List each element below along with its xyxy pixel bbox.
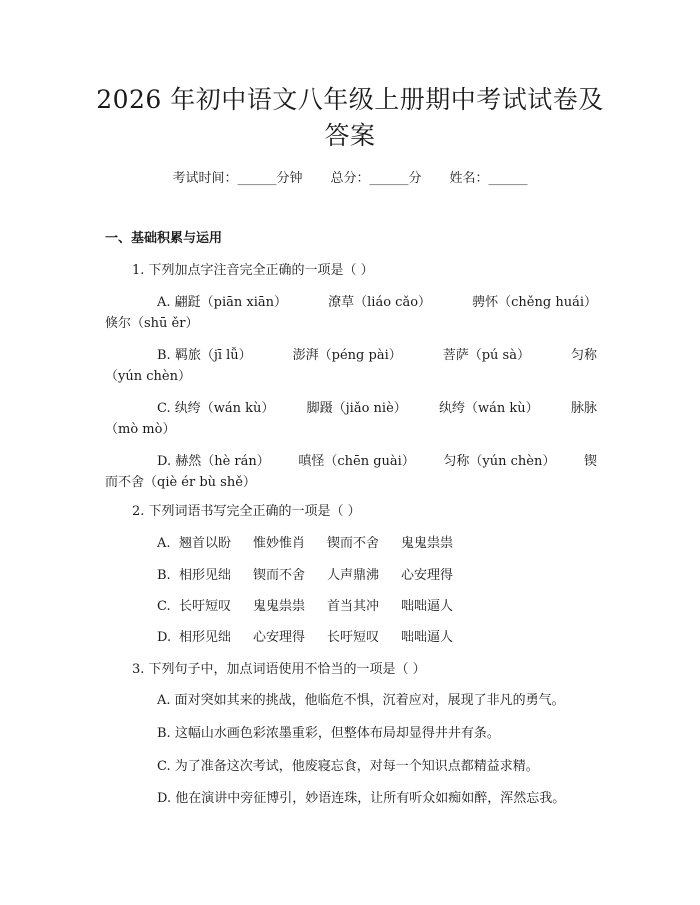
option-label: C. [157, 599, 171, 614]
page-title [70, 82, 630, 154]
option-word: 鬼鬼祟祟 [253, 599, 306, 614]
option-item: 匀称（yún chèn） [443, 454, 556, 469]
option-word: 咄咄逼人 [401, 599, 454, 614]
option-word: 长吁短叹 [327, 630, 380, 645]
option-item: B. 羁旅（jī lǚ） [157, 348, 252, 363]
option-item: C. 纨绔（wán kù） [157, 401, 275, 416]
option-word: 鬼鬼祟祟 [401, 536, 454, 551]
question-3-option-b: B. 这幅山水画色彩浓墨重彩，但整体布局却显得井井有条。 [157, 726, 500, 741]
question-2-option-b [157, 567, 453, 585]
question-3-option-d: D. 他在演讲中旁征博引，妙语连珠，让所有听众如痴如醉，浑然忘我。 [157, 791, 566, 806]
option-word: 相形见绌 [179, 630, 232, 645]
option-item: 脚蹑（jiǎo niè） [306, 401, 407, 416]
option-word: 相形见绌 [179, 568, 232, 583]
option-item: 澎湃（péng pài） [292, 348, 402, 363]
option-word: 惟妙惟肖 [253, 536, 306, 551]
question-3-stem: 3. 下列句子中，加点词语使用不恰当的一项是（ ） [132, 662, 426, 677]
option-word: 人声鼎沸 [327, 568, 380, 583]
question-1-option-b [105, 345, 597, 387]
option-item: （yún chèn） [105, 369, 191, 384]
title-line-2: 答案 [324, 121, 376, 150]
total-score-field: 总分：______分 [330, 171, 422, 186]
section-heading-basics: 一、基础积累与运用 [105, 231, 223, 246]
option-item: 菩萨（pú sà） [442, 348, 530, 363]
option-word: 锲而不舍 [253, 568, 306, 583]
question-2-option-d [157, 629, 453, 647]
question-3-option-c: C. 为了准备这次考试，他废寝忘食，对每一个知识点都精益求精。 [157, 759, 539, 774]
student-name-field: 姓名：______ [449, 171, 528, 186]
question-1-option-d [105, 451, 597, 493]
option-label: B. [157, 568, 171, 583]
option-item: 倏尔（shū ěr） [105, 316, 199, 331]
option-label: A. [157, 536, 171, 551]
option-word: 翘首以盼 [179, 536, 232, 551]
exam-time-field: 考试时间：______分钟 [172, 171, 303, 186]
question-1-option-a [105, 292, 597, 334]
option-word: 锲而不舍 [327, 536, 380, 551]
question-1-stem: 1. 下列加点字注音完全正确的一项是（ ） [132, 263, 374, 278]
option-word: 长吁短叹 [179, 599, 232, 614]
option-word: 首当其冲 [327, 599, 380, 614]
option-item: D. 赫然（hè rán） [157, 454, 270, 469]
option-word: 心安理得 [253, 630, 306, 645]
option-item: 脉脉 [570, 401, 597, 416]
option-item: 骋怀（chěng huái） [472, 295, 597, 310]
option-item: 纨绔（wán kù） [439, 401, 539, 416]
option-item: A. 翩跹（piān xiān） [157, 295, 288, 310]
question-2-option-a [157, 535, 453, 553]
option-item: 而不舍（qiè ér bù shě） [105, 475, 256, 490]
option-item: 嗔怪（chēn guài） [298, 454, 415, 469]
option-item: 潦草（liáo cǎo） [328, 295, 432, 310]
question-3-option-a: A. 面对突如其来的挑战，他临危不惧，沉着应对，展现了非凡的勇气。 [157, 693, 565, 708]
option-item: （mò mò） [105, 422, 176, 437]
title-line-1: 2026 年初中语文八年级上册期中考试试卷及 [96, 85, 604, 114]
option-word: 咄咄逼人 [401, 630, 454, 645]
question-2-option-c [157, 598, 453, 616]
option-item: 锲 [583, 454, 597, 469]
option-word: 心安理得 [401, 568, 454, 583]
option-label: D. [157, 630, 172, 645]
question-1-option-c [105, 398, 597, 440]
exam-meta [0, 170, 700, 188]
option-item: 匀称 [570, 348, 597, 363]
question-2-stem: 2. 下列词语书写完全正确的一项是（ ） [132, 504, 361, 519]
